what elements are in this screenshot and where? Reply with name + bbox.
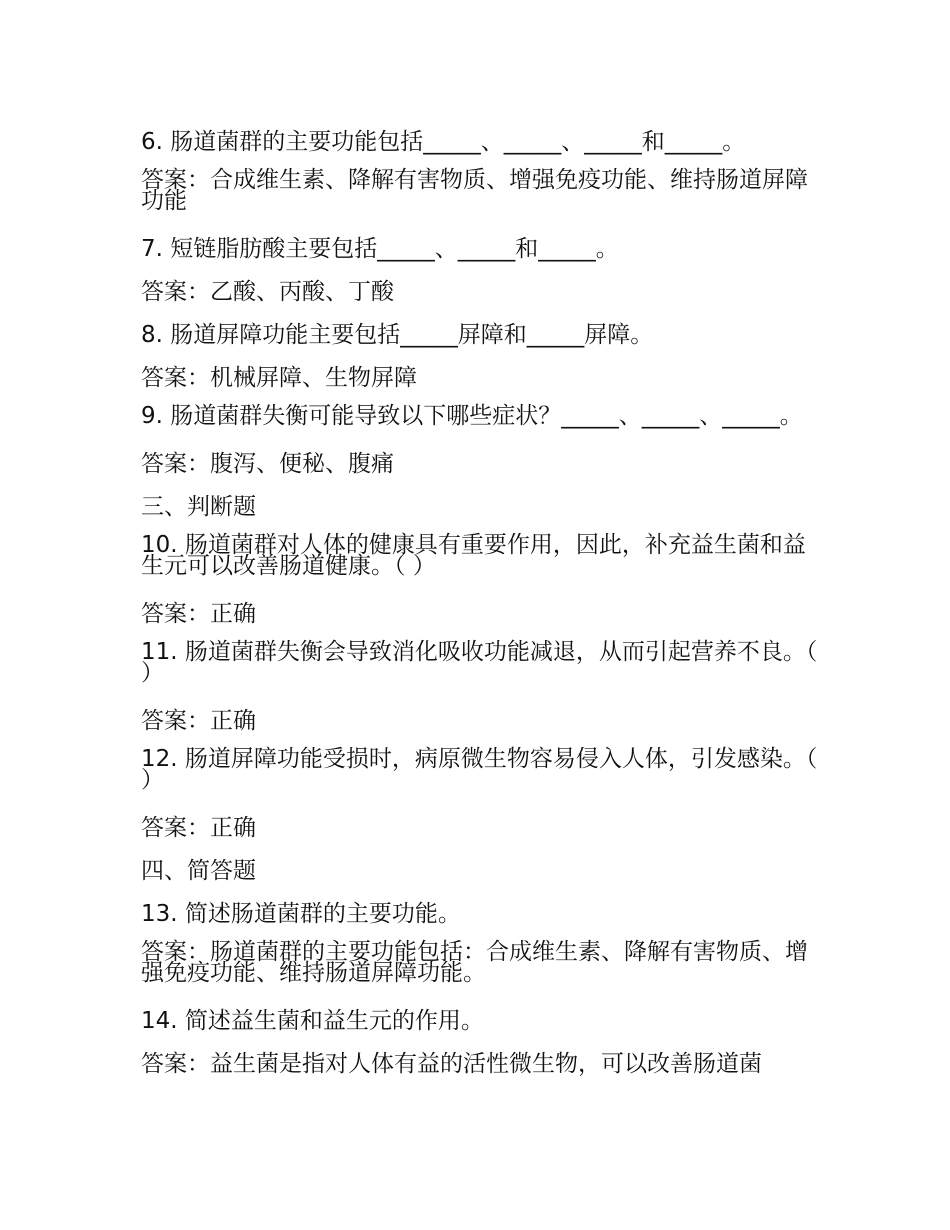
paragraph-q12: 12. 肠道屏障功能受损时，病原微生物容易侵入人体，引发感染。（ ）	[141, 746, 818, 793]
paragraph-q13: 13. 简述肠道菌群的主要功能。	[141, 901, 461, 927]
paragraph-q9: 9. 肠道菌群失衡可能导致以下哪些症状？_____、_____、_____。	[141, 403, 803, 429]
paragraph-a14: 答案：益生菌是指对人体有益的活性微生物，可以改善肠道菌	[141, 1051, 762, 1077]
paragraph-q10: 10. 肠道菌群对人体的健康具有重要作用，因此，补充益生菌和益生元可以改善肠道健康。（ ）	[141, 532, 806, 579]
section-heading-true-false: 三、判断题	[141, 494, 256, 520]
paragraph-q7: 7. 短链脂肪酸主要包括_____、_____和_____。	[141, 236, 619, 262]
paragraph-q6: 6. 肠道菌群的主要功能包括_____、_____、_____和_____。	[141, 129, 746, 155]
paragraph-q14: 14. 简述益生菌和益生元的作用。	[141, 1008, 484, 1034]
paragraph-a11: 答案：正确	[141, 708, 256, 734]
paragraph-a6: 答案：合成维生素、降解有害物质、增强免疫功能、维持肠道屏障功能	[141, 167, 808, 214]
paragraph-a12: 答案：正确	[141, 815, 256, 841]
section-heading-short-answer: 四、简答题	[141, 858, 256, 884]
document-page	[141, 127, 821, 1092]
paragraph-a7: 答案：乙酸、丙酸、丁酸	[141, 279, 394, 305]
paragraph-a8: 答案：机械屏障、生物屏障	[141, 365, 417, 391]
paragraph-a13: 答案：肠道菌群的主要功能包括：合成维生素、降解有害物质、增强免疫功能、维持肠道屏障功能。	[141, 939, 808, 986]
paragraph-a9: 答案：腹泻、便秘、腹痛	[141, 451, 394, 477]
paragraph-q8: 8. 肠道屏障功能主要包括_____屏障和_____屏障。	[141, 322, 654, 348]
paragraph-a10: 答案：正确	[141, 601, 256, 627]
paragraph-q11: 11. 肠道菌群失衡会导致消化吸收功能减退，从而引起营养不良。（ ）	[141, 639, 818, 686]
